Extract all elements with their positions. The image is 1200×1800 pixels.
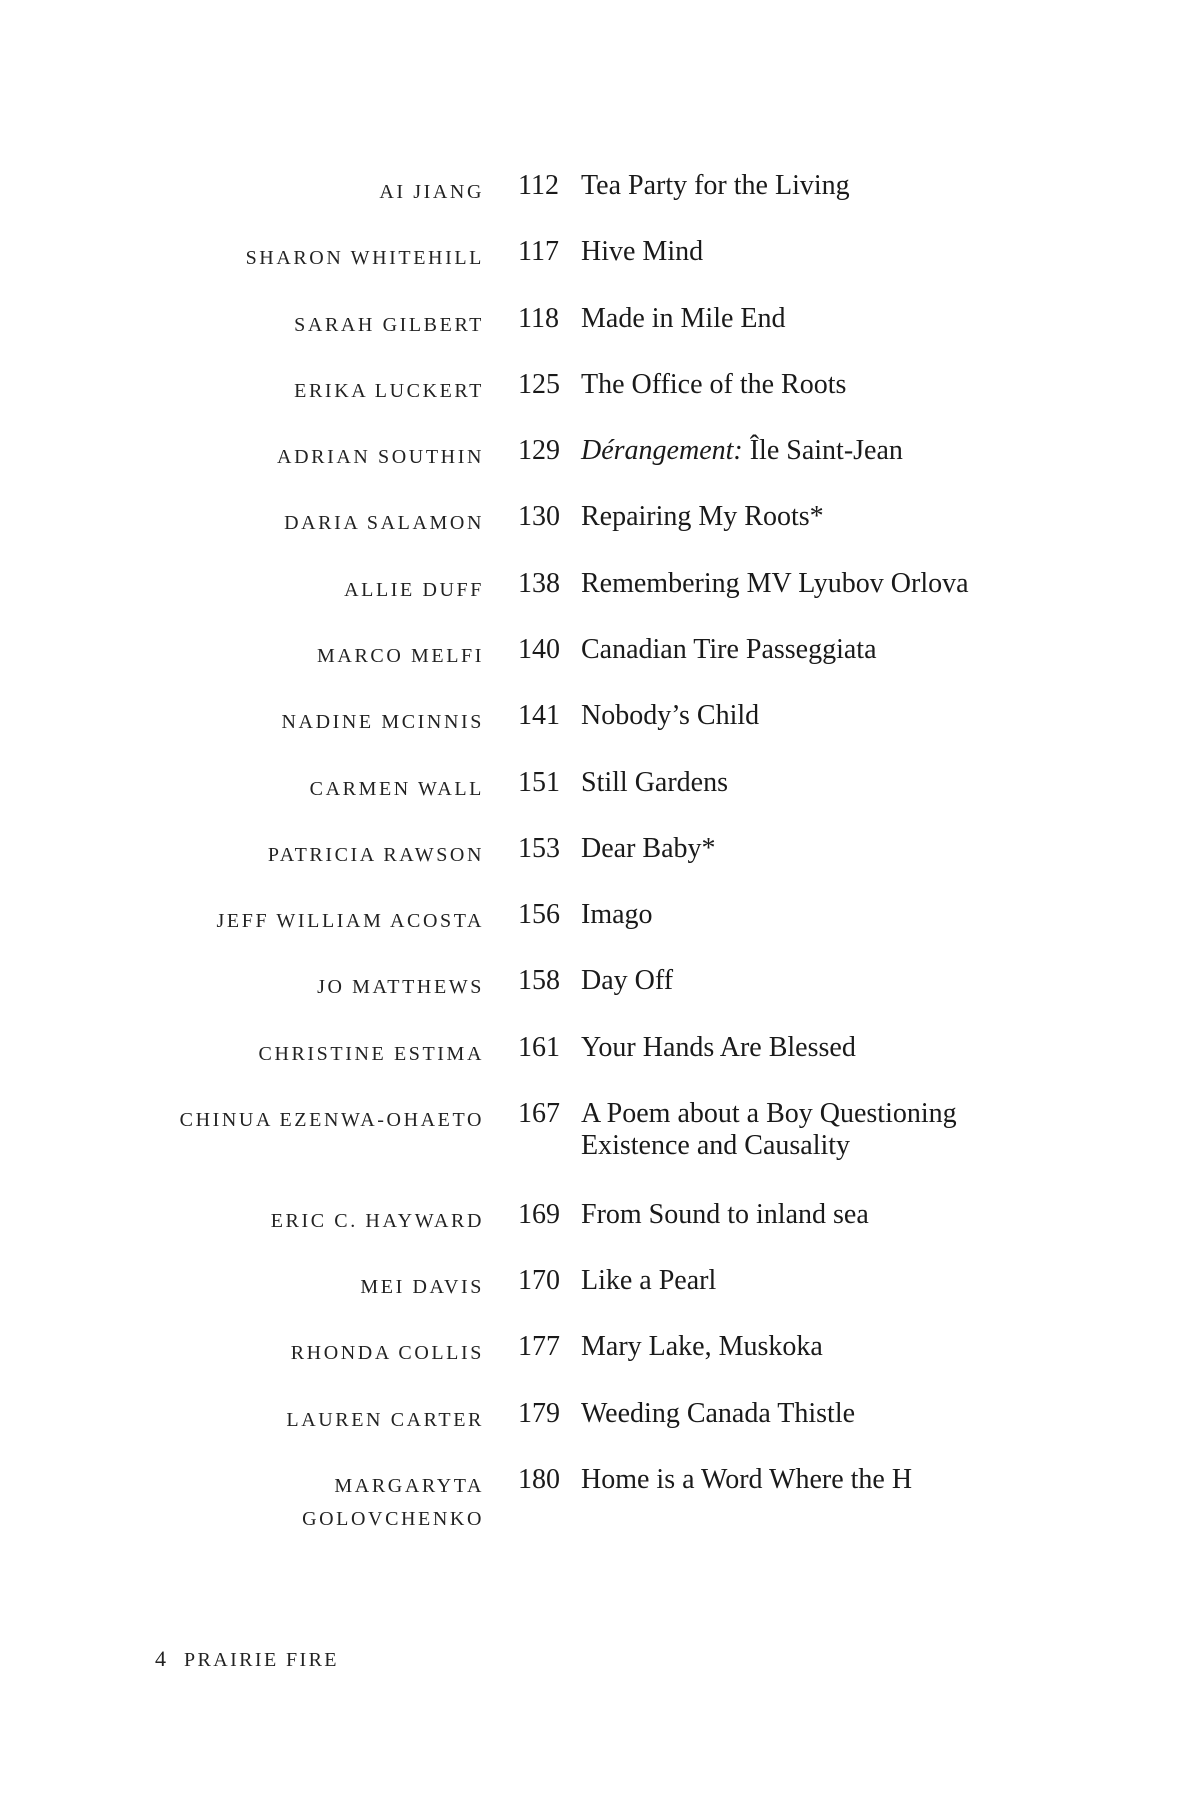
author-name: JEFF WILLIAM ACOSTA (216, 910, 484, 932)
work-title: Like a Pearl (581, 1265, 717, 1296)
toc-entry (0, 435, 1200, 475)
toc-entry (0, 369, 1200, 409)
author-name: ERIKA LUCKERT (294, 380, 484, 402)
work-title: Day Off (581, 965, 674, 996)
work-title: Nobody’s Child (581, 700, 760, 731)
work-title: Imago (581, 899, 653, 930)
page-number: 179 (518, 1398, 560, 1429)
page-number: 153 (518, 833, 560, 864)
work-title: Made in Mile End (581, 303, 786, 334)
toc-entry (0, 767, 1200, 807)
author-name: SARAH GILBERT (294, 314, 484, 336)
page-number: 167 (518, 1098, 560, 1129)
author-name: JO MATTHEWS (317, 976, 484, 998)
page-number: 170 (518, 1265, 560, 1296)
page-number: 138 (518, 568, 560, 599)
author-name: CHRISTINE ESTIMA (258, 1043, 484, 1065)
work-title: Repairing My Roots* (581, 501, 824, 532)
toc-entry (0, 1098, 1200, 1161)
author-name: MEI DAVIS (360, 1276, 484, 1298)
work-title: Tea Party for the Living (581, 170, 850, 201)
work-title: A Poem about a Boy Questioning Existence and Causality (581, 1098, 957, 1161)
work-title: Weeding Canada Thistle (581, 1398, 856, 1429)
work-title: Hive Mind (581, 236, 704, 267)
toc-entry (0, 170, 1200, 210)
toc-entry (0, 501, 1200, 541)
author-name: CHINUA EZENWA-OHAETO (179, 1109, 484, 1131)
author-name: CARMEN WALL (309, 778, 484, 800)
author-name: AI JIANG (379, 181, 484, 203)
author-name: DARIA SALAMON (284, 512, 484, 534)
publication-name: PRAIRIE FIRE (184, 1649, 339, 1671)
author-name: MARGARYTA GOLOVCHENKO (302, 1475, 484, 1530)
toc-entry (0, 1464, 1200, 1530)
work-title: Mary Lake, Muskoka (581, 1331, 823, 1362)
page-number: 118 (518, 303, 559, 334)
toc-entry (0, 1398, 1200, 1438)
work-title: Still Gardens (581, 767, 728, 798)
page-number: 141 (518, 700, 560, 731)
toc-entry (0, 634, 1200, 674)
toc-entry (0, 965, 1200, 1005)
work-title: From Sound to inland sea (581, 1199, 869, 1230)
page-number: 129 (518, 435, 560, 466)
toc-entry (0, 1265, 1200, 1305)
author-name: ADRIAN SOUTHIN (277, 446, 484, 468)
toc-entry (0, 1199, 1200, 1239)
work-title-italic: Dérangement: (581, 435, 743, 466)
work-title: The Office of the Roots (581, 369, 847, 400)
toc-entry (0, 1331, 1200, 1371)
page-number: 177 (518, 1331, 560, 1362)
work-title: Remembering MV Lyubov Orlova (581, 568, 969, 599)
page-footer (155, 1646, 339, 1672)
page-number: 156 (518, 899, 560, 930)
work-title: Your Hands Are Blessed (581, 1032, 856, 1063)
toc-entry (0, 236, 1200, 276)
page-number: 112 (518, 170, 559, 201)
page-number: 125 (518, 369, 560, 400)
work-title: Home is a Word Where the H (581, 1464, 913, 1495)
toc-entry (0, 568, 1200, 608)
author-name: SHARON WHITEHILL (245, 247, 484, 269)
author-name: NADINE MCINNIS (281, 711, 484, 733)
work-title (581, 435, 1021, 467)
author-name: RHONDA COLLIS (290, 1342, 484, 1364)
author-name: ALLIE DUFF (344, 579, 484, 601)
page-number: 161 (518, 1032, 560, 1063)
toc-entry (0, 899, 1200, 939)
work-title: Canadian Tire Passeggiata (581, 634, 877, 665)
page-number: 151 (518, 767, 560, 798)
toc-entry (0, 1032, 1200, 1072)
folio-page-number: 4 (155, 1646, 166, 1671)
work-title: Dear Baby* (581, 833, 716, 864)
author-name: ERIC C. HAYWARD (270, 1210, 484, 1232)
author-name: LAUREN CARTER (286, 1409, 484, 1431)
page-number: 140 (518, 634, 560, 665)
page-number: 117 (518, 236, 559, 267)
page-number: 180 (518, 1464, 560, 1495)
work-title-rest: Île Saint-Jean (742, 435, 903, 466)
toc-entry (0, 833, 1200, 873)
page-number: 158 (518, 965, 560, 996)
page-number: 169 (518, 1199, 560, 1230)
author-name: PATRICIA RAWSON (267, 844, 484, 866)
toc-entry (0, 303, 1200, 343)
toc-entry (0, 700, 1200, 740)
page-number: 130 (518, 501, 560, 532)
author-name: MARCO MELFI (317, 645, 484, 667)
